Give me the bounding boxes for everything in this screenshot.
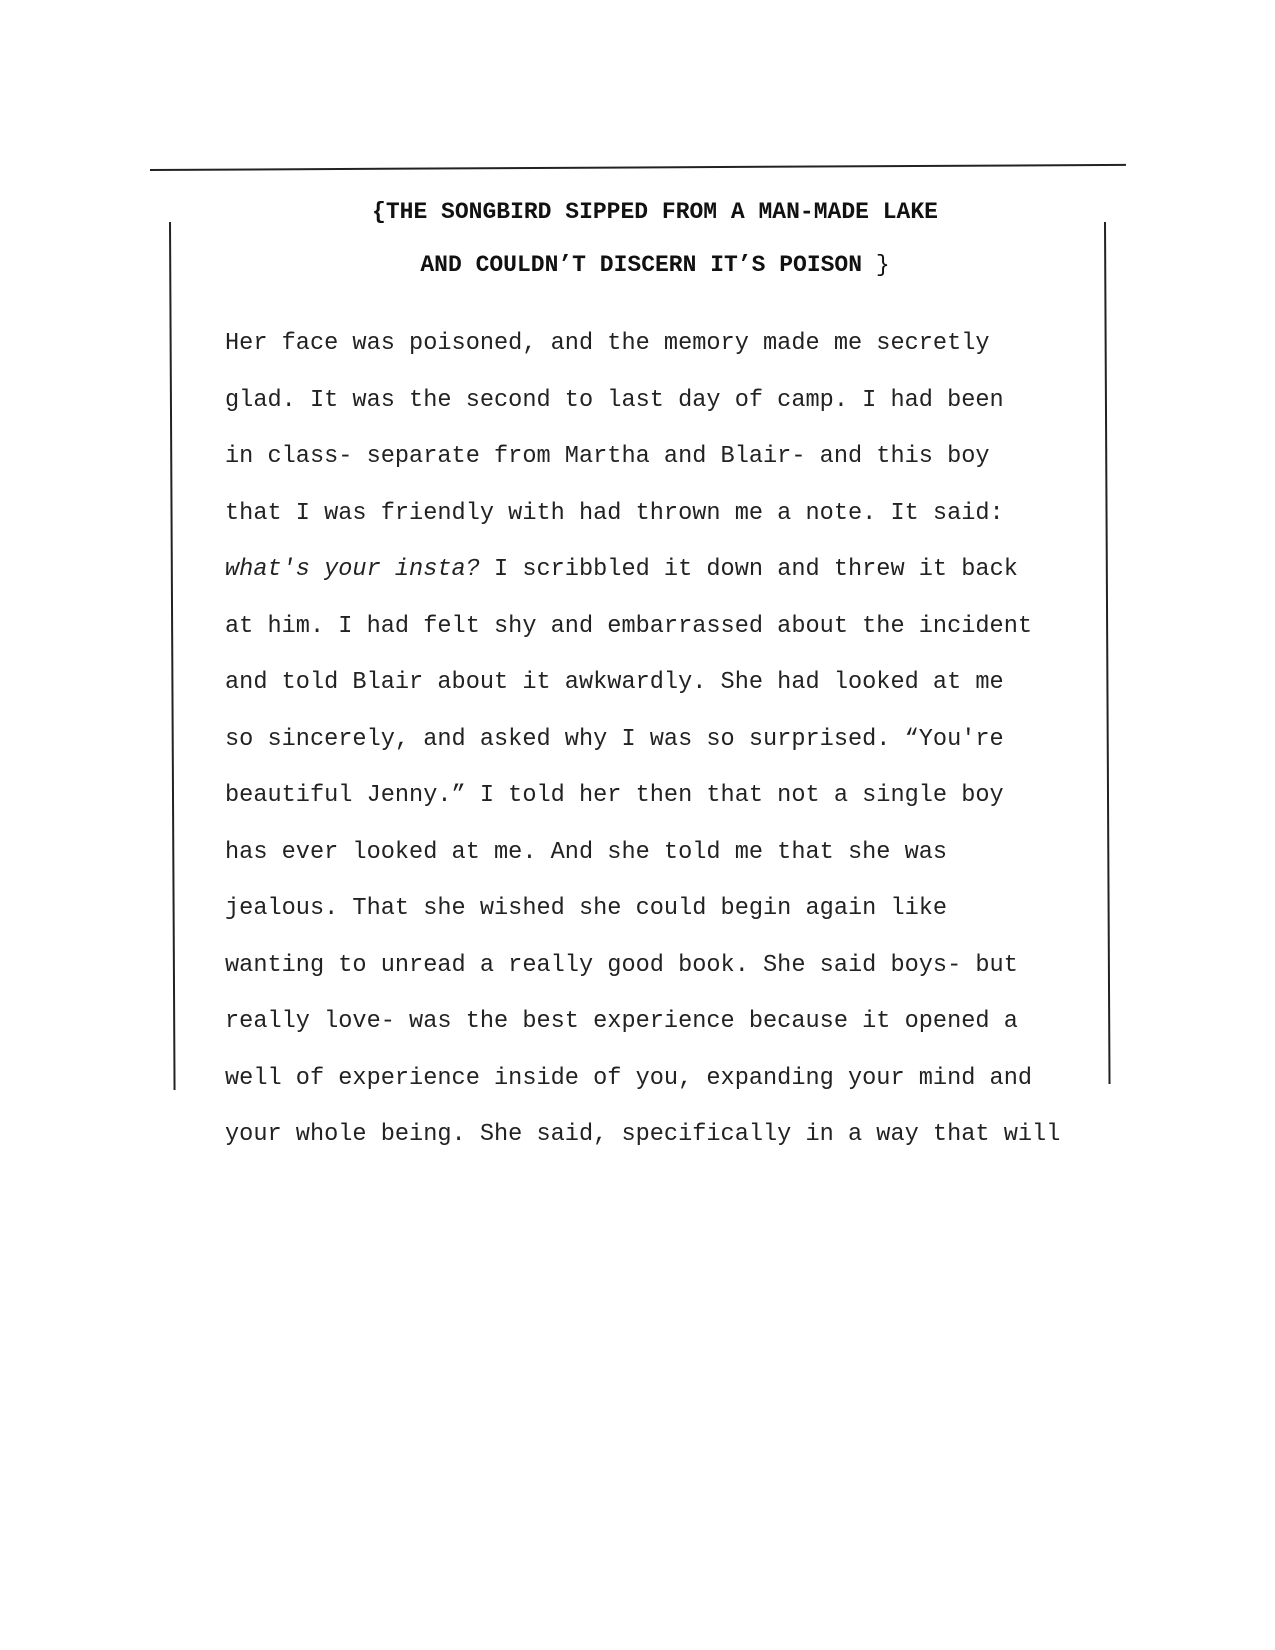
body-line: in class- separate from Martha and Blair- and this boy [225, 443, 990, 470]
body-line: well of experience inside of you, expanding your mind and [225, 1064, 1033, 1092]
body-line: Her face was poisoned, and the memory made me secretly [225, 330, 990, 357]
left-margin-rule [169, 222, 176, 1090]
chapter-title-line-2-text: AND COULDN’T DISCERN IT’S POISON [420, 252, 863, 278]
chapter-title-line-1: {THE SONGBIRD SIPPED FROM A MAN-MADE LAKE [372, 199, 938, 225]
body-line: and told Blair about it awkwardly. She had looked at me [225, 669, 1004, 696]
italic-note-text: what's your insta? [225, 556, 480, 583]
body-line: that I was friendly with had thrown me a note. It said: [225, 499, 1004, 527]
body-line-rest: I scribbled it down and threw it back [479, 556, 1018, 583]
body-line: at him. I had felt shy and embarrassed about the incident [225, 612, 1033, 640]
body-line: beautiful Jenny.” I told her then that not a single boy [225, 782, 1004, 809]
body-line: so sincerely, and asked why I was so surprised. “You're [225, 725, 1004, 753]
body-line: jealous. That she wished she could begin again like [225, 895, 948, 922]
body-line: has ever looked at me. And she told me that she was [225, 838, 948, 866]
chapter-title-line-2 [0, 250, 1275, 280]
body-line [225, 542, 1265, 599]
body-paragraph [225, 316, 1265, 1164]
body-line: really love- was the best experience because it opened a [225, 1008, 1018, 1035]
body-line: your whole being. She said, specifically in a way that will [225, 1121, 1061, 1148]
chapter-title-closing-brace: } [862, 252, 890, 278]
body-line: glad. It was the second to last day of camp. I had been [225, 386, 1004, 414]
top-rule [150, 164, 1126, 171]
body-line: wanting to unread a really good book. She said boys- but [225, 951, 1018, 979]
